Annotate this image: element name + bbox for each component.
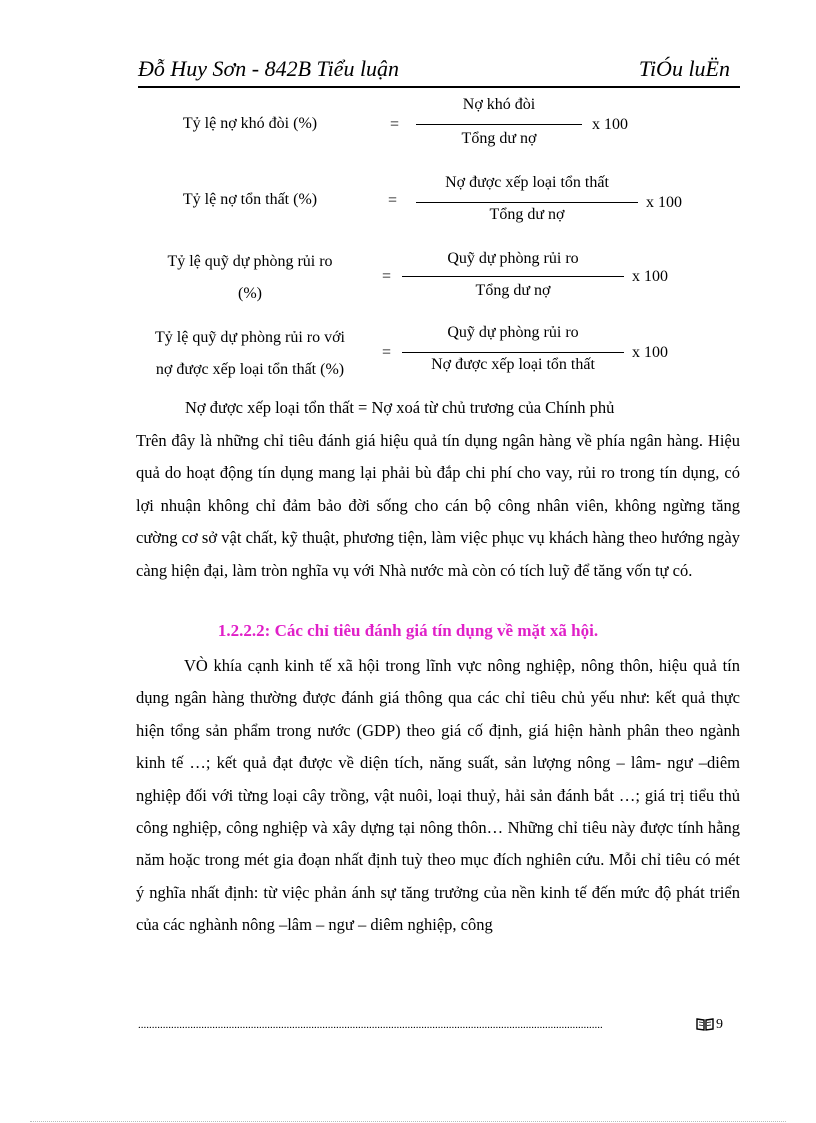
formula-label: Tỷ lệ nợ khó đòi (%) — [182, 115, 318, 132]
section-heading-text: 1.2.2.2: Các chỉ tiêu đánh giá tín dụng về mặt xã hội. — [217, 621, 599, 640]
header-doc-type: TiÓu luËn — [638, 56, 730, 81]
formula-denominator: Tổng dư nợ — [475, 282, 551, 299]
note-loss-debt-definition: Nợ được xếp loại tổn thất = Nợ xoá từ chủ trương của Chính phủ — [185, 398, 615, 417]
equals-sign: = — [388, 192, 398, 209]
formula-denominator: Tổng dư nợ — [489, 206, 565, 223]
formula-multiplier: x 100 — [646, 194, 682, 211]
body-paragraph — [136, 650, 740, 942]
formula-numerator: Quỹ dự phòng rủi ro — [447, 324, 579, 341]
body-paragraph — [136, 425, 740, 587]
equals-sign: = — [382, 268, 392, 285]
formula-numerator: Quỹ dự phòng rủi ro — [447, 250, 579, 267]
paragraph-text: Trên đây là những chỉ tiêu đánh giá hiệu quả tín dụng ngân hàng về phía ngân hàng. Hiệu quả do hoạt động tín dụng mang lại phải bù đắp chi phí cho vay, rủi ro trong tín dụng, có lợi nhuận không chỉ đảm bảo đời sống cho cán bộ công nhân viên, không ngừng tăng cường cơ sở vật chất, kỹ thuật, phương tiện, làm việc phục vụ khách hàng theo hướng ngày càng hiện đại, làm tròn nghĩa vụ với Nhà nước mà còn có tích luỹ để tăng vốn tự có. — [136, 431, 740, 580]
formula-numerator: Nợ khó đòi — [462, 96, 536, 113]
paragraph-text: VÒ khía cạnh kinh tế xã hội trong lĩnh vực nông nghiệp, nông thôn, hiệu quả tín dụng ngân hàng thường được đánh giá thông qua các chỉ tiêu chủ yếu như: kết quả thực hiện tổng sản phẩm trong nước (GDP) theo giá cố định, giá hiện hành phân theo ngành kinh tế …; kết quả đạt được về diện tích, năng suất, sản lượng nông – lâm- ngư –diêm nghiệp đối với từng loại cây trồng, vật nuôi, loại thuỷ, hải sản đánh bắt …; giá trị tiểu thủ công nghiệp, công nghiệp và xây dựng tại nông thôn… Những chỉ tiêu này được tính hằng năm hoặc trong mét gia đoạn nhất định tuỳ theo mục đích nghiên cứu. Mỗi chỉ tiêu có mét ý nghĩa nhất định: từ việc phản ánh sự tăng trưởng của nền kinh tế đến mức độ phát triển của các nghành nông –lâm – ngư – diêm nghiệp, công — [136, 656, 740, 935]
formula-numerator: Nợ được xếp loại tổn thất — [445, 174, 609, 191]
header-divider — [138, 86, 740, 88]
equals-sign: = — [382, 344, 392, 361]
header-author-title: Đỗ Huy Sơn - 842B Tiểu luận — [138, 56, 400, 81]
formula-provision-ratio — [0, 246, 816, 316]
page-header — [138, 56, 740, 86]
page-number: 9 — [716, 1017, 723, 1032]
equals-sign: = — [390, 116, 400, 133]
formula-denominator: Nợ được xếp loại tổn thất — [431, 356, 595, 373]
fraction-bar — [402, 352, 624, 353]
formula-label: Tỷ lệ quỹ dự phòng rủi ro (%) — [167, 253, 333, 302]
formula-label: Tỷ lệ nợ tổn thất (%) — [182, 191, 318, 208]
fraction-bar — [416, 202, 638, 203]
formula-multiplier: x 100 — [632, 344, 668, 361]
formula-provision-loss-ratio — [0, 322, 816, 392]
formula-multiplier: x 100 — [632, 268, 668, 285]
fraction-bar — [416, 124, 582, 125]
formula-bad-debt-ratio — [0, 94, 816, 164]
formula-loss-debt-ratio — [0, 172, 816, 242]
footer-dotted-rule: ......................................................................................................................................................................... — [138, 1020, 603, 1030]
formula-multiplier: x 100 — [592, 116, 628, 133]
fraction-bar — [402, 276, 624, 277]
formula-label: Tỷ lệ quỹ dự phòng rủi ro với nợ được xếp loại tổn thất (%) — [155, 329, 345, 378]
page-bottom-border — [30, 1121, 786, 1122]
book-icon — [696, 1017, 714, 1031]
formula-denominator: Tổng dư nợ — [461, 130, 537, 147]
section-heading — [0, 621, 816, 641]
